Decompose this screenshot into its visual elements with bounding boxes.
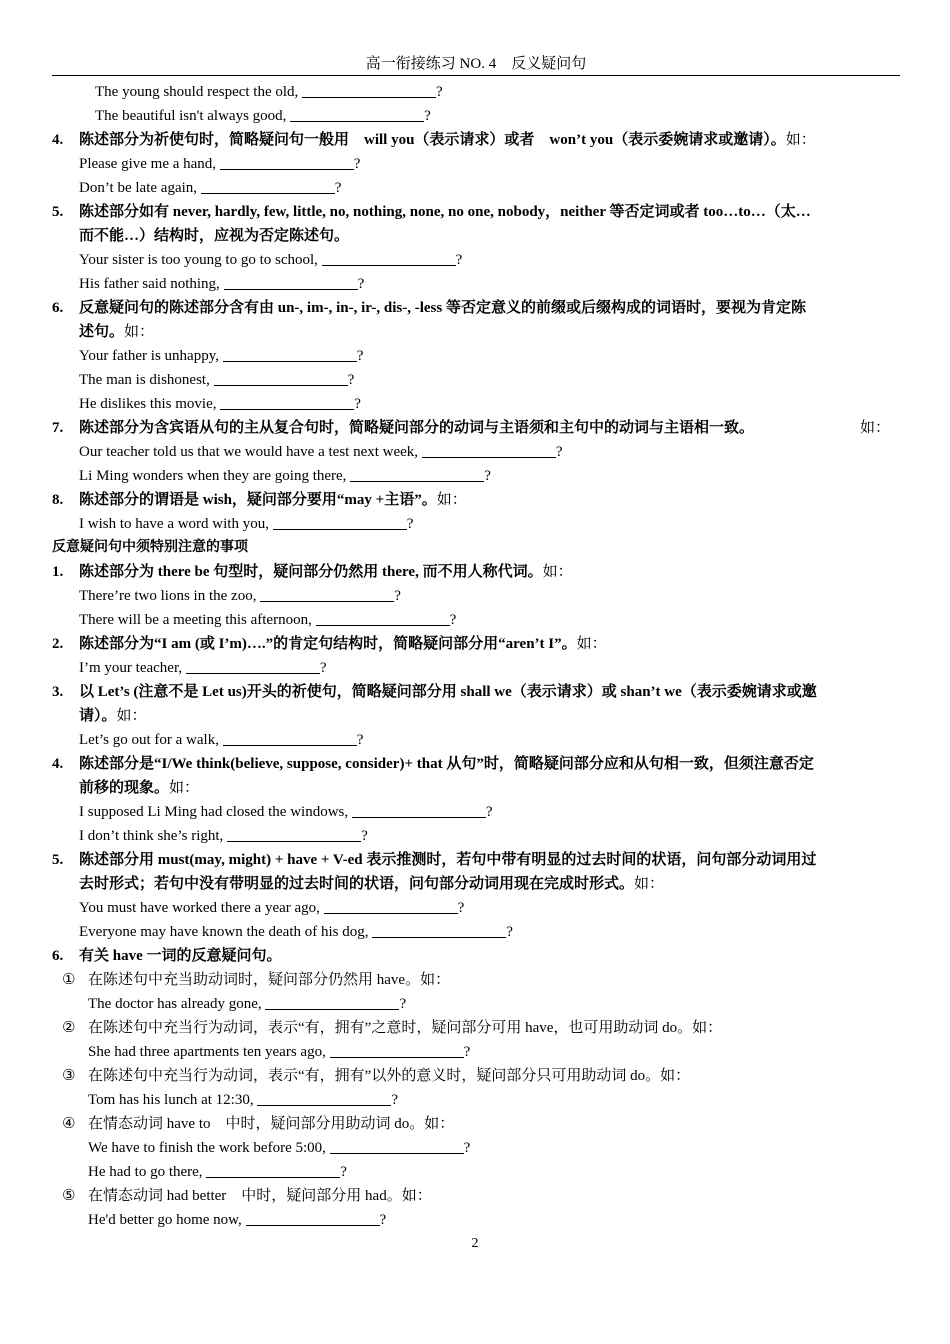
- answer-blank[interactable]: [224, 275, 358, 290]
- answer-blank[interactable]: [227, 827, 361, 842]
- answer-blank[interactable]: [422, 443, 556, 458]
- example-line: Li Ming wonders when they are going there, ?: [79, 468, 491, 484]
- special-6: 6. 有关 have 一词的反意疑问句。: [52, 948, 282, 964]
- page-header: 高一衔接练习 NO. 4 反义疑问句: [365, 56, 587, 72]
- answer-blank[interactable]: [257, 1091, 391, 1106]
- answer-blank[interactable]: [220, 395, 354, 410]
- header-rule: [52, 75, 900, 76]
- rule-6: 6. 反意疑问句的陈述部分含有由 un-, im-, in-, ir-, dis-, -less 等否定意义的前缀或后缀构成的词语时，要视为肯定陈: [52, 300, 806, 316]
- special-5: 5. 陈述部分用 must(may, might) + have + V-ed 表示推测时，若句中带有明显的过去时间的状语，问句部分动词用过: [52, 852, 817, 868]
- rule-7: 7. 陈述部分为含宾语从句的主从复合句时，简略疑问部分的动词与主语须和主句中的动词与主语相一致。 如：: [52, 420, 890, 436]
- sub-rule-4: ④ 在情态动词 have to 中时，疑问部分用助动词 do。如：: [62, 1116, 455, 1132]
- document-body: [52, 80, 902, 1232]
- example-line: She had three apartments ten years ago, ?: [88, 1044, 471, 1060]
- answer-blank[interactable]: [201, 179, 335, 194]
- special-4: 4. 陈述部分是“I/We think(believe, suppose, consider)+ that 从句”时，简略疑问部分应和从句相一致，但须注意否定: [52, 756, 814, 772]
- example-line: He dislikes this movie, ?: [79, 396, 361, 412]
- example-line: Don’t be late again, ?: [79, 180, 342, 196]
- example-line: You must have worked there a year ago, ?: [79, 900, 465, 916]
- example-line: The young should respect the old, ?: [95, 84, 443, 100]
- answer-blank[interactable]: [352, 803, 486, 818]
- section-heading: 反意疑问句中须特别注意的事项: [52, 540, 248, 555]
- example-line: Your sister is too young to go to school, ?: [79, 252, 463, 268]
- example-line: He'd better go home now, ?: [88, 1212, 387, 1228]
- answer-blank[interactable]: [322, 251, 456, 266]
- special-1: 1. 陈述部分为 there be 句型时，疑问部分仍然用 there, 而不用人称代词。如：: [52, 564, 573, 580]
- example-line: Our teacher told us that we would have a test next week, ?: [79, 444, 563, 460]
- example-line: I supposed Li Ming had closed the windows, ?: [79, 804, 493, 820]
- example-line: The doctor has already gone, ?: [88, 996, 407, 1012]
- answer-blank[interactable]: [260, 587, 394, 602]
- special-3: 3. 以 Let’s (注意不是 Let us)开头的祈使句，简略疑问部分用 shall we（表示请求）或 shan’t we（表示委婉请求或邀: [52, 684, 817, 700]
- answer-blank[interactable]: [302, 83, 436, 98]
- rule-4: 4. 陈述部分为祈使句时，简略疑问句一般用 will you（表示请求）或者 won’t you（表示委婉请求或邀请）。如：: [52, 132, 816, 148]
- answer-blank[interactable]: [350, 467, 484, 482]
- answer-blank[interactable]: [186, 659, 320, 674]
- example-line: I wish to have a word with you, ?: [79, 516, 414, 532]
- answer-blank[interactable]: [316, 611, 450, 626]
- example-line: The beautiful isn't always good, ?: [95, 108, 431, 124]
- sub-rule-2: ② 在陈述句中充当行为动词，表示“有，拥有”之意时，疑问部分可用 have，也可用助动词 do。如：: [62, 1020, 723, 1036]
- example-line: I don’t think she’s right, ?: [79, 828, 368, 844]
- answer-blank[interactable]: [330, 1139, 464, 1154]
- answer-blank[interactable]: [290, 107, 424, 122]
- rule-8: 8. 陈述部分的谓语是 wish，疑问部分要用“may +主语”。如：: [52, 492, 467, 508]
- special-2: 2. 陈述部分为“I am (或 I’m)….”的肯定句结构时，简略疑问部分用“aren’t I”。如：: [52, 636, 607, 652]
- example-line: We have to finish the work before 5:00, ?: [88, 1140, 471, 1156]
- answer-blank[interactable]: [246, 1211, 380, 1226]
- answer-blank[interactable]: [223, 347, 357, 362]
- answer-blank[interactable]: [324, 899, 458, 914]
- special-4-cont: 前移的现象。如：: [79, 780, 200, 796]
- example-line: Everyone may have known the death of his dog, ?: [79, 924, 513, 940]
- special-3-cont: 请）。如：: [79, 708, 147, 724]
- example-line: Please give me a hand, ?: [79, 156, 361, 172]
- rule-5: 5. 陈述部分如有 never, hardly, few, little, no, nothing, none, no one, nobody，neither 等否定词或者 too…to…（太…: [52, 204, 811, 220]
- example-line: He had to go there, ?: [88, 1164, 347, 1180]
- answer-blank[interactable]: [220, 155, 354, 170]
- rule-5-cont: 而不能…）结构时，应视为否定陈述句。: [79, 228, 350, 244]
- example-line: Your father is unhappy, ?: [79, 348, 364, 364]
- example-line: Tom has his lunch at 12:30, ?: [88, 1092, 399, 1108]
- answer-blank[interactable]: [330, 1043, 464, 1058]
- example-line: There will be a meeting this afternoon, ?: [79, 612, 457, 628]
- example-line: The man is dishonest, ?: [79, 372, 355, 388]
- special-5-cont: 去时形式；若句中没有带明显的过去时间的状语，问句部分动词用现在完成时形式。如：: [79, 876, 665, 892]
- example-line: There’re two lions in the zoo, ?: [79, 588, 401, 604]
- sub-rule-5: ⑤ 在情态动词 had better 中时，疑问部分用 had。如：: [62, 1188, 432, 1204]
- answer-blank[interactable]: [214, 371, 348, 386]
- page-number: 2: [471, 1236, 479, 1251]
- answer-blank[interactable]: [372, 923, 506, 938]
- rule-6-cont: 述句。如：: [79, 324, 155, 340]
- answer-blank[interactable]: [206, 1163, 340, 1178]
- example-line: His father said nothing, ?: [79, 276, 365, 292]
- answer-blank[interactable]: [273, 515, 407, 530]
- answer-blank[interactable]: [223, 731, 357, 746]
- sub-rule-1: ① 在陈述句中充当助动词时，疑问部分仍然用 have。如：: [62, 972, 451, 988]
- example-line: I’m your teacher, ?: [79, 660, 327, 676]
- answer-blank[interactable]: [265, 995, 399, 1010]
- sub-rule-3: ③ 在陈述句中充当行为动词，表示“有，拥有”以外的意义时，疑问部分只可用助动词 do。如：: [62, 1068, 691, 1084]
- example-line: Let’s go out for a walk, ?: [79, 732, 364, 748]
